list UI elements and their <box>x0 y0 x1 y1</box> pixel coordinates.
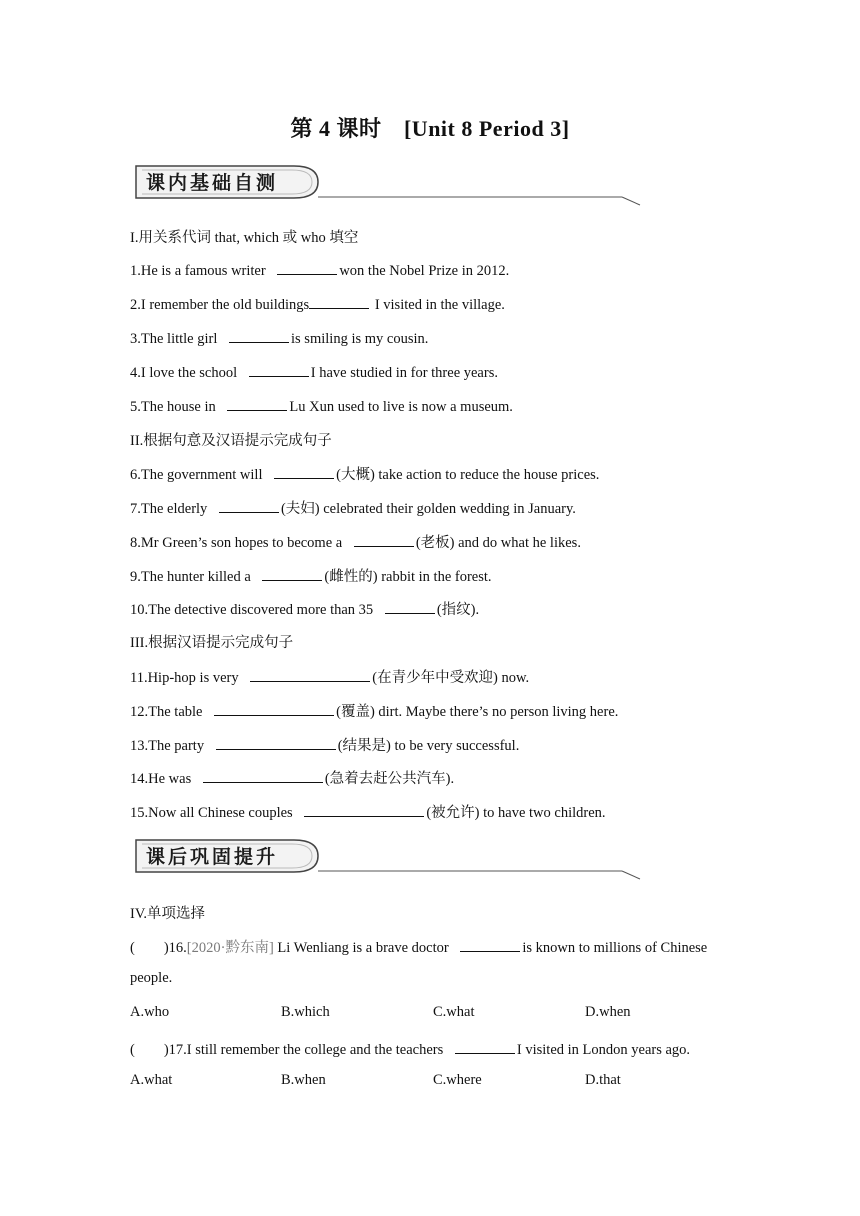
question-6: 6.The government will (大概) take action to reduce the house prices. <box>130 463 599 484</box>
question-10: 10.The detective discovered more than 35 (指纹). <box>130 598 479 619</box>
part3-heading: III.根据汉语提示完成句子 <box>130 635 294 651</box>
question-1: 1.He is a famous writer won the Nobel Prize in 2012. <box>130 260 509 280</box>
answer-blank[interactable] <box>385 599 435 614</box>
part1-heading: I.用关系代词 that, which 或 who 填空 <box>130 230 359 246</box>
answer-blank[interactable] <box>304 802 424 817</box>
answer-blank[interactable] <box>309 294 369 309</box>
answer-blank[interactable] <box>277 260 337 275</box>
question-14: 14.He was (急着去赶公共汽车). <box>130 767 454 788</box>
page-title: 第 4 课时 [Unit 8 Period 3] <box>290 116 570 141</box>
question-17: ( )17.I still remember the college and the teachers I visited in London years ago. <box>130 1038 690 1059</box>
question-12: 12.The table (覆盖) dirt. Maybe there’s no person living here. <box>130 700 618 721</box>
answer-blank[interactable] <box>250 667 370 682</box>
answer-blank[interactable] <box>216 735 336 750</box>
question-source: [2020·黔东南] <box>186 940 274 956</box>
answer-parenthesis[interactable]: ( )16. <box>130 940 187 956</box>
section-label: 课内基础自测 <box>146 172 279 194</box>
section-label: 课后巩固提升 <box>146 846 279 868</box>
question-8: 8.Mr Green’s son hopes to become a (老板) and do what he likes. <box>130 531 581 552</box>
option-c[interactable]: C.where <box>433 1072 482 1088</box>
part4-heading: IV.单项选择 <box>130 906 206 922</box>
option-c[interactable]: C.what <box>433 1004 475 1020</box>
option-b[interactable]: B.which <box>281 1004 330 1020</box>
answer-blank[interactable] <box>219 498 279 513</box>
section-header-in-class <box>132 164 644 204</box>
question-13: 13.The party (结果是) to be very successful. <box>130 734 519 755</box>
answer-blank[interactable] <box>229 328 289 343</box>
answer-parenthesis[interactable]: ( )17. <box>130 1042 187 1058</box>
option-d[interactable]: D.that <box>585 1072 621 1088</box>
answer-blank[interactable] <box>274 464 334 479</box>
answer-blank[interactable] <box>354 532 414 547</box>
option-b[interactable]: B.when <box>281 1072 326 1088</box>
answer-blank[interactable] <box>460 937 520 952</box>
question-11: 11.Hip-hop is very (在青少年中受欢迎) now. <box>130 666 529 687</box>
question-16: ( )16.[2020·黔东南] Li Wenliang is a brave doctor is known to millions of Chinese <box>130 936 707 957</box>
answer-blank[interactable] <box>249 362 309 377</box>
option-a[interactable]: A.who <box>130 1004 170 1020</box>
part2-heading: II.根据句意及汉语提示完成句子 <box>130 433 332 449</box>
answer-blank[interactable] <box>455 1039 515 1054</box>
question-7: 7.The elderly (夫妇) celebrated their golden wedding in January. <box>130 497 576 518</box>
answer-blank[interactable] <box>214 701 334 716</box>
question-5: 5.The house in Lu Xun used to live is now a museum. <box>130 396 513 416</box>
question-16-continuation: people. <box>130 970 173 986</box>
answer-blank[interactable] <box>227 396 287 411</box>
question-15: 15.Now all Chinese couples (被允许) to have two children. <box>130 801 606 822</box>
question-2: 2.I remember the old buildings I visited in the village. <box>130 294 505 314</box>
option-d[interactable]: D.when <box>585 1004 631 1020</box>
answer-blank[interactable] <box>262 566 322 581</box>
question-3: 3.The little girl is smiling is my cousin. <box>130 328 428 348</box>
answer-blank[interactable] <box>203 768 323 783</box>
question-9: 9.The hunter killed a (雌性的) rabbit in the forest. <box>130 565 492 586</box>
option-a[interactable]: A.what <box>130 1072 173 1088</box>
question-4: 4.I love the school I have studied in for three years. <box>130 362 498 382</box>
section-header-after-class <box>132 838 644 878</box>
